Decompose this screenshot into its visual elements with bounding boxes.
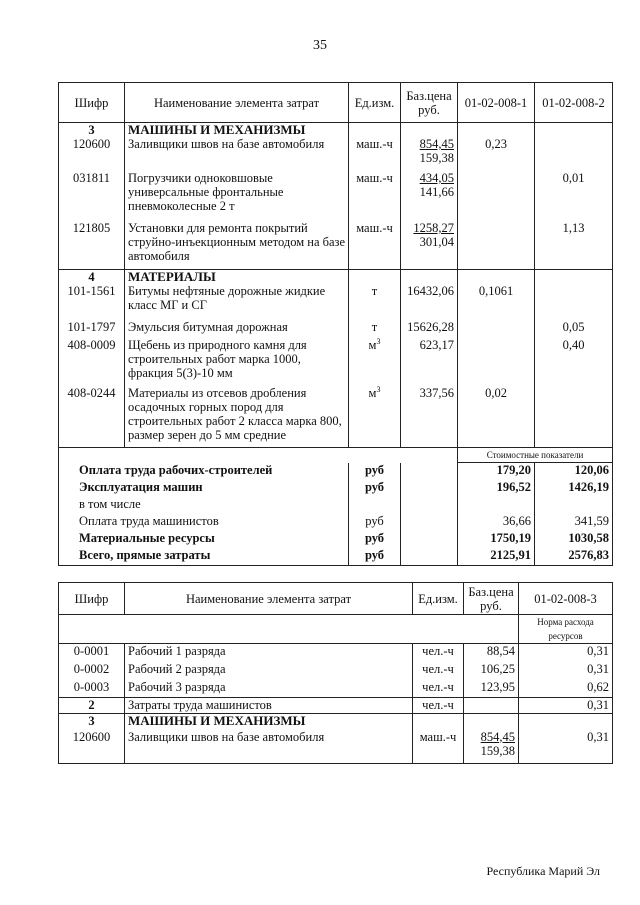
- row-code: 120600: [59, 730, 125, 764]
- row-unit: маш.-ч: [349, 171, 401, 221]
- section-code: 4: [59, 269, 125, 284]
- row-value-1: 0,02: [458, 386, 535, 448]
- resource-table-1: [58, 82, 613, 566]
- row-unit: [413, 714, 464, 730]
- row-unit: чел.-ч: [413, 662, 464, 680]
- row-name: Заливщики швов на базе автомобиля: [125, 730, 413, 764]
- summary-value-1: 1750,19: [458, 531, 535, 548]
- price-base: 434,05: [419, 171, 454, 185]
- table-row: [59, 284, 613, 320]
- section-row: [59, 269, 613, 284]
- summary-value-2: 2576,83: [535, 548, 613, 566]
- summary-row: [59, 531, 613, 548]
- row-price: 123,95: [464, 680, 519, 698]
- norm-caption: Норма расхода ресурсов: [519, 615, 613, 644]
- row-unit: маш.-ч: [349, 221, 401, 269]
- header-norm-1: 01-02-008-1: [458, 83, 535, 123]
- row-price: 623,17: [401, 338, 458, 386]
- row-value: 0,31: [519, 644, 613, 662]
- row-code: 0-0002: [59, 662, 125, 680]
- header-code: Шифр: [59, 83, 125, 123]
- table-row: [59, 730, 613, 764]
- caption-row: [59, 615, 613, 644]
- header-price-line2: руб.: [418, 102, 440, 117]
- price-salary: 301,04: [419, 235, 454, 249]
- row-name: Рабочий 2 разряда: [125, 662, 413, 680]
- unit-sup: 3: [376, 336, 381, 346]
- section-title: МАШИНЫ И МЕХАНИЗМЫ: [125, 123, 349, 138]
- summary-unit: руб: [349, 548, 401, 566]
- table-row: [59, 137, 613, 171]
- section-title: МАТЕРИАЛЫ: [125, 269, 349, 284]
- summary-unit: [349, 497, 401, 514]
- row-name: Эмульсия битумная дорожная: [125, 320, 349, 338]
- row-price: 106,25: [464, 662, 519, 680]
- summary-value-2: 341,59: [535, 514, 613, 531]
- price-salary: 141,66: [419, 185, 454, 199]
- header-price-line2: руб.: [480, 598, 502, 613]
- summary-unit: руб: [349, 463, 401, 480]
- row-unit: чел.-ч: [413, 698, 464, 714]
- row-price: 16432,06: [401, 284, 458, 320]
- row-value-1: 0,1061: [458, 284, 535, 320]
- section-row: [59, 123, 613, 138]
- row-price: [401, 221, 458, 269]
- resource-table-2: [58, 582, 613, 764]
- row-code: 121805: [59, 221, 125, 269]
- row-value-2: [535, 386, 613, 448]
- section-code: 3: [59, 714, 125, 730]
- row-value-1: [458, 171, 535, 221]
- price-base: 854,45: [480, 729, 515, 744]
- price-salary: 159,38: [419, 151, 454, 165]
- summary-row: [59, 497, 613, 514]
- summary-value-1: 36,66: [458, 514, 535, 531]
- summary-name: Всего, прямые затраты: [59, 548, 349, 566]
- table-header: [59, 83, 613, 123]
- row-value: 0,62: [519, 680, 613, 698]
- summary-unit: руб: [349, 514, 401, 531]
- row-unit: [349, 386, 401, 448]
- header-unit: Ед.изм.: [413, 583, 464, 615]
- row-name: Установки для ремонта покрытий струйно-инъекционным методом на базе автомобиля: [125, 221, 349, 269]
- section-title: МАШИНЫ И МЕХАНИЗМЫ: [125, 714, 413, 730]
- summary-value-1: [458, 497, 535, 514]
- row-code: 101-1561: [59, 284, 125, 320]
- row-code: 101-1797: [59, 320, 125, 338]
- row-price: [401, 171, 458, 221]
- table-row: [59, 698, 613, 714]
- table-header: [59, 583, 613, 615]
- row-unit: [349, 338, 401, 386]
- row-price: 15626,28: [401, 320, 458, 338]
- section-code: 3: [59, 123, 125, 138]
- summary-value-1: 196,52: [458, 480, 535, 497]
- row-price: [464, 698, 519, 714]
- row-price: [401, 137, 458, 171]
- summary-name: в том числе: [59, 497, 349, 514]
- row-value: 0,31: [519, 698, 613, 714]
- price-base: 854,45: [419, 137, 454, 151]
- row-price: [464, 730, 519, 764]
- row-name: Щебень из природного камня для строительных работ марка 1000, фракция 5(3)-10 мм: [125, 338, 349, 386]
- summary-unit: руб: [349, 480, 401, 497]
- summary-row: [59, 514, 613, 531]
- row-name: Материалы из отсевов дробления осадочных горных пород для строительных работ 2 класса марка 800, размер зерен до 5 мм средние: [125, 386, 349, 448]
- caption-row: [59, 448, 613, 463]
- table-row: [59, 320, 613, 338]
- section-row: [59, 714, 613, 730]
- row-value-2: [535, 137, 613, 171]
- header-name: Наименование элемента затрат: [125, 83, 349, 123]
- row-value-1: [458, 320, 535, 338]
- row-unit: маш.-ч: [349, 137, 401, 171]
- header-price: [464, 583, 519, 615]
- cost-caption: Стоимостные показатели: [458, 448, 613, 463]
- row-name: Битумы нефтяные дорожные жидкие класс МГ и СГ: [125, 284, 349, 320]
- row-price: 88,54: [464, 644, 519, 662]
- header-norm-2: 01-02-008-2: [535, 83, 613, 123]
- row-unit: маш.-ч: [413, 730, 464, 764]
- header-code: Шифр: [59, 583, 125, 615]
- row-name: Погрузчики одноковшовые универсальные фронтальные пневмоколесные 2 т: [125, 171, 349, 221]
- page-number: 35: [313, 38, 327, 53]
- table-row: [59, 221, 613, 269]
- row-name: Затраты труда машинистов: [125, 698, 413, 714]
- row-code: 2: [59, 698, 125, 714]
- row-value-2: 0,01: [535, 171, 613, 221]
- summary-row: [59, 480, 613, 497]
- summary-row: [59, 548, 613, 566]
- summary-name: Эксплуатация машин: [59, 480, 349, 497]
- summary-value-1: 179,20: [458, 463, 535, 480]
- row-code: 408-0244: [59, 386, 125, 448]
- row-value: 0,31: [519, 730, 613, 764]
- summary-value-2: 1030,58: [535, 531, 613, 548]
- table-row: [59, 644, 613, 662]
- row-value-1: 0,23: [458, 137, 535, 171]
- row-code: 120600: [59, 137, 125, 171]
- table-row: [59, 171, 613, 221]
- row-unit: чел.-ч: [413, 644, 464, 662]
- summary-row: [59, 463, 613, 480]
- header-norm-3: 01-02-008-3: [519, 583, 613, 615]
- summary-name: Оплата труда машинистов: [59, 514, 349, 531]
- unit-text: м: [368, 385, 377, 400]
- table-row: [59, 338, 613, 386]
- row-name: Рабочий 1 разряда: [125, 644, 413, 662]
- row-price: 337,56: [401, 386, 458, 448]
- summary-name: Материальные ресурсы: [59, 531, 349, 548]
- row-value-2: 1,13: [535, 221, 613, 269]
- summary-unit: руб: [349, 531, 401, 548]
- header-name: Наименование элемента затрат: [125, 583, 413, 615]
- row-value: [519, 714, 613, 730]
- unit-sup: 3: [376, 384, 381, 394]
- row-unit: т: [349, 320, 401, 338]
- price-base: 1258,27: [413, 221, 454, 235]
- row-code: 031811: [59, 171, 125, 221]
- footer-region: Республика Марий Эл: [486, 864, 600, 878]
- row-price: [464, 714, 519, 730]
- summary-value-2: [535, 497, 613, 514]
- table-row: [59, 386, 613, 448]
- row-value-2: 0,05: [535, 320, 613, 338]
- row-value-2: 0,40: [535, 338, 613, 386]
- table-row: [59, 662, 613, 680]
- header-price-line1: Баз.цена: [406, 88, 452, 103]
- price-salary: 159,38: [480, 743, 515, 758]
- summary-value-2: 120,06: [535, 463, 613, 480]
- row-unit: чел.-ч: [413, 680, 464, 698]
- row-name: Рабочий 3 разряда: [125, 680, 413, 698]
- summary-name: Оплата труда рабочих-строителей: [59, 463, 349, 480]
- summary-value-1: 2125,91: [458, 548, 535, 566]
- row-code: 408-0009: [59, 338, 125, 386]
- unit-text: м: [368, 337, 377, 352]
- table-row: [59, 680, 613, 698]
- summary-value-2: 1426,19: [535, 480, 613, 497]
- row-unit: т: [349, 284, 401, 320]
- header-unit: Ед.изм.: [349, 83, 401, 123]
- row-code: 0-0003: [59, 680, 125, 698]
- row-value-2: [535, 284, 613, 320]
- header-price: [401, 83, 458, 123]
- row-value-1: [458, 221, 535, 269]
- header-price-line1: Баз.цена: [468, 584, 514, 599]
- row-code: 0-0001: [59, 644, 125, 662]
- row-value: 0,31: [519, 662, 613, 680]
- row-name: Заливщики швов на базе автомобиля: [125, 137, 349, 171]
- row-value-1: [458, 338, 535, 386]
